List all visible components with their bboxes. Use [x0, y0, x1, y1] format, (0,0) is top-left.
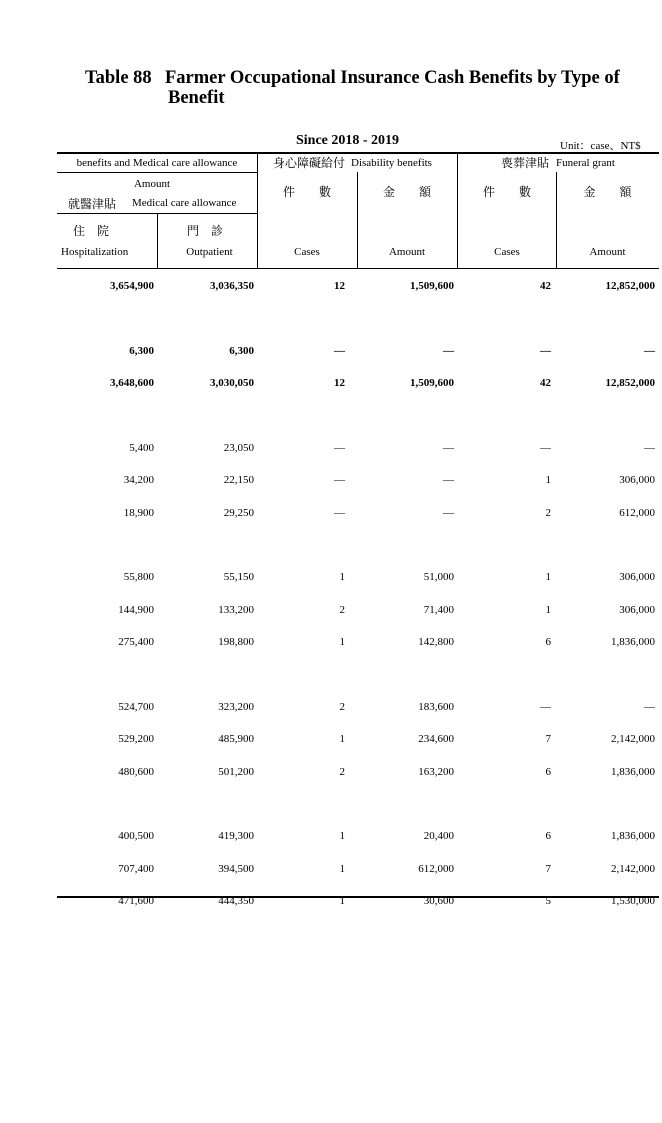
table-cell: —	[443, 441, 454, 454]
header-divider-1	[157, 213, 158, 269]
header-bottom-rule	[57, 268, 659, 269]
table-cell: —	[644, 441, 655, 454]
table-cell: 1,836,000	[611, 765, 655, 778]
spacer-cell	[57, 788, 659, 820]
table-row	[57, 853, 659, 886]
table-cell: 1	[339, 895, 345, 908]
hospitalization-en-header: Hospitalization	[61, 246, 129, 258]
disability-zh-header: 身心障礙給付	[273, 156, 346, 170]
funeral-cases-en: Cases	[494, 246, 520, 258]
table-cell: 1,530,000	[611, 895, 655, 908]
table-cell: 2	[545, 506, 551, 519]
table-cell: 163,200	[418, 765, 454, 778]
table-cell: 234,600	[418, 733, 454, 746]
medical-en-header: Medical care allowance	[132, 197, 237, 209]
title-line-1: Farmer Occupational Insurance Cash Benefits by Type of	[165, 68, 620, 88]
table-cell: 529,200	[118, 733, 154, 746]
table-row	[57, 691, 659, 724]
spacer-cell	[57, 529, 659, 561]
table-cell: —	[443, 474, 454, 487]
table-cell: 306,000	[619, 474, 655, 487]
table-cell: 3,648,600	[110, 377, 154, 390]
table-row	[57, 497, 659, 530]
table-cell: 12	[334, 377, 345, 390]
table-cell: 3,030,050	[210, 377, 254, 390]
table-row	[57, 885, 659, 918]
table-title	[85, 68, 655, 108]
table-cell: —	[443, 506, 454, 519]
table-cell: —	[334, 344, 345, 357]
disability-cases-zh: 件 數	[282, 185, 331, 199]
table-row	[57, 561, 659, 594]
table-cell: 18,900	[123, 506, 154, 519]
table-cell: 1,836,000	[611, 830, 655, 843]
table-cell: 133,200	[218, 603, 254, 616]
table-cell: 55,150	[223, 571, 254, 584]
table-cell: 480,600	[118, 765, 154, 778]
table-cell: 6	[545, 830, 551, 843]
table-cell: 7	[545, 733, 551, 746]
table-cell: 612,000	[619, 506, 655, 519]
table-cell: 12	[334, 280, 345, 293]
table-cell: 3,654,900	[110, 280, 154, 293]
table-cell: 323,200	[218, 700, 254, 713]
table-cell: 71,400	[423, 603, 454, 616]
table-row	[57, 626, 659, 659]
table-cell: 144,900	[118, 603, 154, 616]
data-table	[57, 270, 659, 918]
table-row	[57, 335, 659, 368]
header-rule-2	[57, 172, 257, 173]
disability-cases-en: Cases	[294, 246, 320, 258]
data-body	[57, 270, 659, 918]
spacer-row	[57, 788, 659, 820]
table-row	[57, 367, 659, 400]
table-cell: 419,300	[218, 830, 254, 843]
table-cell: 1	[545, 474, 551, 487]
table-row	[57, 594, 659, 627]
table-cell: 2	[339, 700, 345, 713]
table-row	[57, 820, 659, 853]
table-cell: —	[540, 700, 551, 713]
table-cell: 400,500	[118, 830, 154, 843]
table-cell: —	[644, 344, 655, 357]
medical-zh-header: 就醫津貼	[68, 197, 117, 211]
table-cell: 1,509,600	[410, 280, 454, 293]
table-number: Table 88	[85, 68, 152, 88]
table-row	[57, 723, 659, 756]
table-row	[57, 432, 659, 465]
table-cell: 275,400	[118, 636, 154, 649]
table-cell: 42	[540, 377, 551, 390]
disability-amount-zh: 金 額	[382, 185, 431, 199]
table-cell: 6	[545, 765, 551, 778]
table-cell: 23,050	[223, 441, 254, 454]
table-cell: 485,900	[218, 733, 254, 746]
table-cell: —	[644, 700, 655, 713]
spacer-cell	[57, 659, 659, 691]
spacer-row	[57, 303, 659, 335]
spacer-cell	[57, 303, 659, 335]
table-cell: 1	[339, 571, 345, 584]
period-label: Since 2018 - 2019	[296, 133, 400, 148]
table-cell: —	[334, 506, 345, 519]
table-cell: 6,300	[129, 344, 154, 357]
table-cell: 3,036,350	[210, 280, 254, 293]
table-cell: 306,000	[619, 603, 655, 616]
table-cell: 142,800	[418, 636, 454, 649]
funeral-amount-zh: 金 額	[583, 185, 632, 199]
funeral-amount-en: Amount	[589, 246, 626, 258]
table-cell: 612,000	[418, 862, 454, 875]
table-cell: 707,400	[118, 862, 154, 875]
funeral-cases-zh: 件 數	[482, 185, 531, 199]
amount-header: Amount	[133, 178, 171, 190]
table-row	[57, 270, 659, 303]
table-cell: 55,800	[123, 571, 154, 584]
table-cell: —	[334, 474, 345, 487]
table-cell: 1	[545, 571, 551, 584]
table-cell: 1	[339, 830, 345, 843]
funeral-zh-header: 喪葬津貼	[501, 156, 550, 170]
table-cell: 2	[339, 603, 345, 616]
table-cell: 2	[339, 765, 345, 778]
table-cell: 501,200	[218, 765, 254, 778]
table-cell: 22,150	[223, 474, 254, 487]
table-cell: 42	[540, 280, 551, 293]
spacer-row	[57, 400, 659, 432]
table-cell: 51,000	[423, 571, 454, 584]
table-cell: 2,142,000	[611, 733, 655, 746]
table-cell: 7	[545, 862, 551, 875]
table-cell: 5	[545, 895, 551, 908]
title-line-2: Benefit	[168, 88, 225, 108]
table-cell: 29,250	[223, 506, 254, 519]
disability-amount-en: Amount	[388, 246, 426, 258]
table-cell: 12,852,000	[605, 280, 655, 293]
spacer-row	[57, 529, 659, 561]
table-cell: 444,350	[218, 895, 254, 908]
table-cell: 5,400	[129, 441, 154, 454]
spacer-cell	[57, 400, 659, 432]
table-cell: 1,509,600	[410, 377, 454, 390]
table-cell: 1,836,000	[611, 636, 655, 649]
table-cell: —	[540, 441, 551, 454]
spacer-row	[57, 659, 659, 691]
table-cell: 1	[339, 862, 345, 875]
table-cell: 198,800	[218, 636, 254, 649]
table-cell: 394,500	[218, 862, 254, 875]
table-cell: 1	[339, 733, 345, 746]
header-top-rule	[57, 152, 659, 154]
table-cell: 2,142,000	[611, 862, 655, 875]
table-cell: —	[540, 344, 551, 357]
funeral-en-header: Funeral grant	[556, 157, 615, 169]
table-cell: 20,400	[423, 830, 454, 843]
table-cell: 30,600	[423, 895, 454, 908]
table-cell: 1	[545, 603, 551, 616]
table-cell: 12,852,000	[605, 377, 655, 390]
table-cell: —	[334, 441, 345, 454]
table-cell: 524,700	[118, 700, 154, 713]
table-cell: 1	[339, 636, 345, 649]
outpatient-en-header: Outpatient	[186, 246, 233, 258]
table-row	[57, 464, 659, 497]
table-cell: 183,600	[418, 700, 454, 713]
table-cell: 6	[545, 636, 551, 649]
table-cell: —	[443, 344, 454, 357]
outpatient-zh-header: 門 診	[187, 224, 224, 238]
hospitalization-zh-header: 住 院	[73, 224, 110, 238]
unit-label: Unit：case、NT$	[560, 140, 641, 152]
table-cell: 471,600	[118, 895, 154, 908]
disability-en-header: Disability benefits	[351, 157, 432, 169]
table-cell: 306,000	[619, 571, 655, 584]
medical-group-header: benefits and Medical care allowance	[76, 157, 238, 169]
table-row	[57, 756, 659, 789]
table-cell: 34,200	[123, 474, 154, 487]
table-cell: 6,300	[229, 344, 254, 357]
